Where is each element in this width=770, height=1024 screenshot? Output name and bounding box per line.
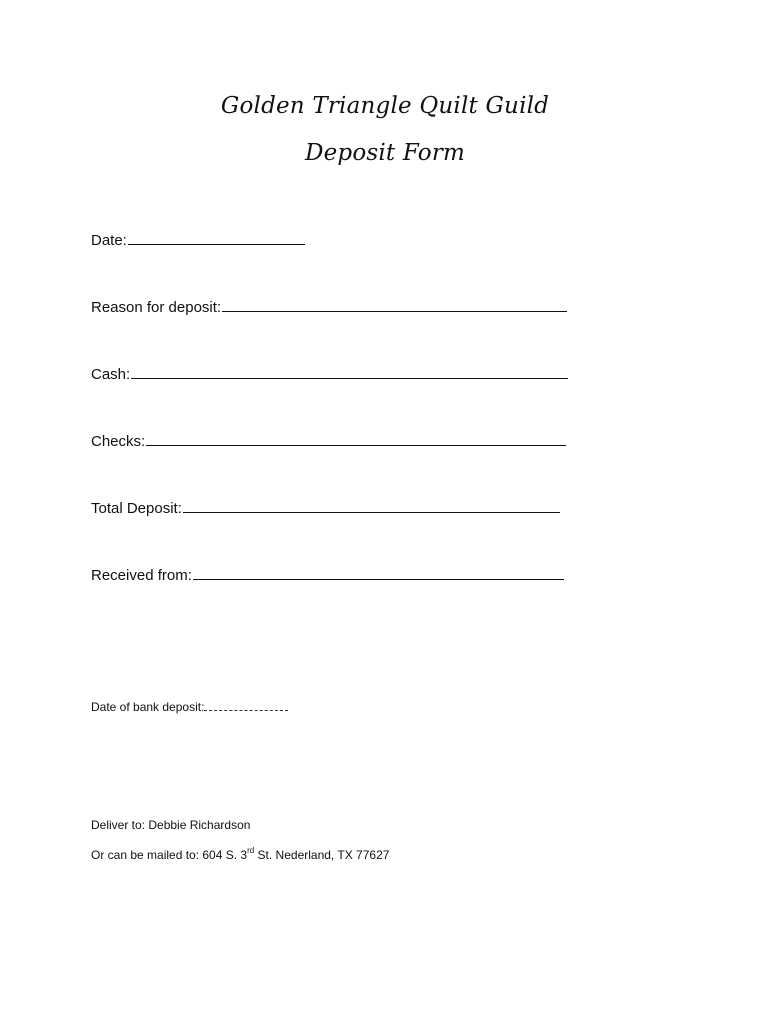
- checks-blank-line[interactable]: [146, 431, 566, 446]
- form-title: Golden Triangle Quilt Guild: [220, 93, 550, 119]
- reason-blank-line[interactable]: [222, 297, 567, 312]
- received-from-field: [91, 565, 564, 584]
- total-deposit-blank-line[interactable]: [183, 498, 560, 513]
- received-from-label: Received from:: [91, 567, 192, 584]
- deliver-to-text: Deliver to: Debbie Richardson: [91, 818, 251, 832]
- cash-label: Cash:: [91, 366, 131, 383]
- bank-deposit-date-field: [91, 699, 288, 714]
- mailing-address-text: [91, 848, 389, 862]
- bank-deposit-date-label: Date of bank deposit:: [91, 700, 205, 714]
- bank-deposit-date-blank-line[interactable]: [204, 699, 288, 711]
- mail-ordinal-suffix: rd: [247, 846, 255, 855]
- date-blank-line[interactable]: [128, 230, 305, 245]
- mail-prefix: Or can be mailed to: 604 S. 3: [91, 848, 248, 862]
- reason-label: Reason for deposit:: [91, 299, 222, 316]
- cash-blank-line[interactable]: [131, 364, 568, 379]
- date-label: Date:: [91, 232, 127, 249]
- mail-suffix: St. Nederland, TX 77627: [254, 848, 390, 862]
- total-deposit-field: [91, 498, 560, 517]
- checks-label: Checks:: [91, 433, 146, 450]
- cash-field: [91, 364, 568, 383]
- received-from-blank-line[interactable]: [193, 565, 564, 580]
- checks-field: [91, 431, 566, 450]
- total-deposit-label: Total Deposit:: [91, 500, 182, 517]
- date-field: [91, 230, 305, 249]
- reason-field: [91, 297, 567, 316]
- form-subtitle: Deposit Form: [304, 140, 466, 166]
